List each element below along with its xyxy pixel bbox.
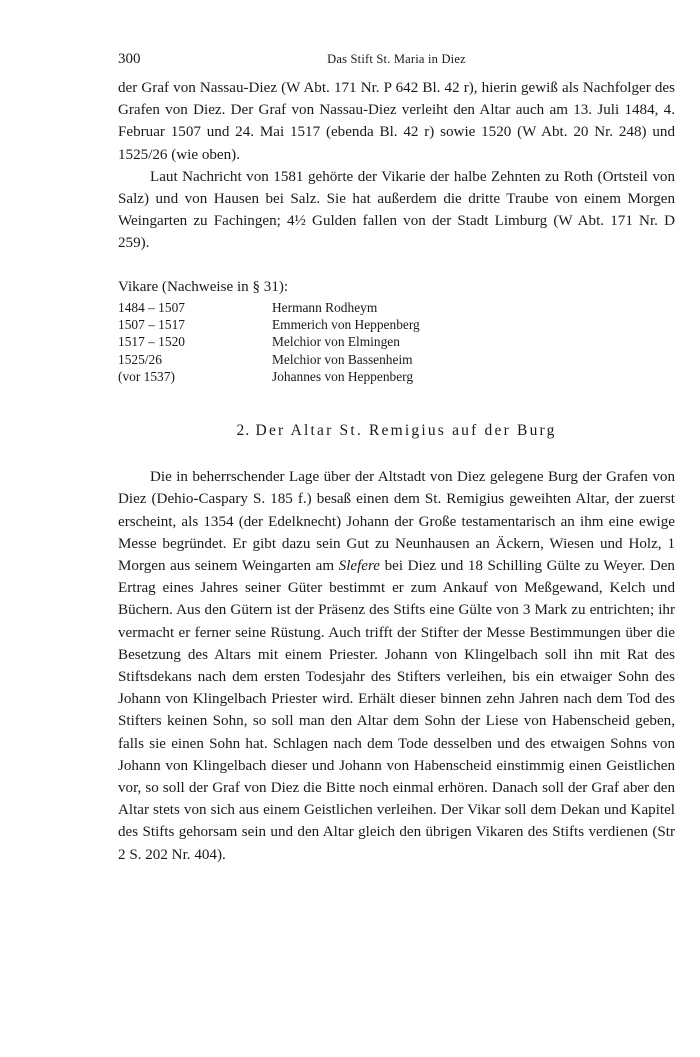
vikare-years: 1484 – 1507 bbox=[118, 299, 185, 315]
vikare-row bbox=[118, 333, 675, 350]
text-line: Roth (Ortsteil von Salz) und von Hausen bei Salz. Sie hat außerdem die bbox=[118, 168, 675, 208]
page-number: 300 bbox=[118, 51, 141, 67]
section-title: Der Altar St. Remigius auf der Burg bbox=[255, 422, 557, 440]
section-paragraph bbox=[118, 466, 675, 866]
vikare-list bbox=[118, 299, 675, 385]
intro-paragraph-2 bbox=[118, 166, 675, 255]
vikare-row bbox=[118, 299, 675, 316]
vikare-row bbox=[118, 316, 675, 333]
body-text-part: bei Diez und 18 Schilling Gülte zu Weyer. Den Ertrag eines Jahres seiner Güter bestimmt er zum Ankauf von Meßgewand, Kelch und Büchern. Aus den Gütern ist der Präsenz des Stifts eine Gülte von 3 Mark zu entrichten; ihr vermacht er ferner seine Rüstung. Auch trifft der Stifter der Messe Bestimmungen über die Besetzung des Altars mit einem Priester. Johann von Klingelbach soll ihn mit Rat des Stiftsdekans nach dem ersten Todesjahr des Stifters verleihen, bis ein etwaiger Sohn des Johann von Klingelbach Priester wird. Erhält dieser binnen zehn Jahren nach dem Tod des Stifters keinen Sohn, so soll man den Altar dem Sohn der Liese von Habenscheid geben, falls sie einen Sohn hat. Schlagen nach dem Tode desselben und des etwaigen Sohns von Johann von Klingelbach dieser und Johann von Habenscheid einstimmig einen Geistlichen vor, so soll der Graf von Diez die Bitte noch einmal erhören. Danach soll der Graf aber den Altar stets von sich aus einem Geistlichen verleihen. Der Vikar soll dem Dekan und Kapitel des Stifts gehorsam sein und den Altar gleich den übrigen Vikaren des Stifts verdienen (Str 2 S. 202 Nr. 404). bbox=[118, 557, 675, 863]
section-body bbox=[118, 466, 675, 866]
vikare-row bbox=[118, 368, 675, 385]
italic-place-name: Slefere bbox=[338, 557, 380, 574]
vikare-heading: Vikare (Nachweise in § 31): bbox=[118, 278, 289, 295]
vikare-name: Emmerich von Heppenberg bbox=[272, 316, 420, 332]
vikare-name: Hermann Rodheym bbox=[272, 299, 378, 315]
vikare-name: Melchior von Elmingen bbox=[272, 334, 400, 350]
text-line: fallen von der Stadt Limburg (W Abt. 171 Nr. D 259). bbox=[118, 213, 675, 252]
body-text-part: Die in beherrschender Lage über der Altstadt von Diez gelegene Burg der Grafen von Diez (Dehio-Caspary S. 185 f.) besaß einen dem St. Remigius geweihten Altar, der zuerst erscheint, als 1354 (der Edelknecht) Johann der Große testamentarisch an ihm eine ewige Messe begründet. Er gibt dazu sein Gut zu Neunhausen an Äckern, Wiesen und Holz, 1 Morgen aus seinem Weingarten am bbox=[118, 469, 675, 574]
section-heading bbox=[118, 420, 675, 442]
text-line: der Graf von Nassau-Diez (W Abt. 171 Nr. P 642 Bl. 42 r), hierin gewiß bbox=[118, 80, 562, 96]
text-line: Bl. 42 r) sowie 1520 (W Abt. 20 Nr. 248) und 1525/26 (wie oben). bbox=[118, 124, 675, 163]
text-line: als Nachfolger des Grafen von Diez. Der Graf von Nassau-Diez verleiht bbox=[118, 80, 675, 119]
intro-paragraph-1 bbox=[118, 77, 675, 166]
vikare-name: Melchior von Bassenheim bbox=[272, 351, 413, 367]
vikare-name: Johannes von Heppenberg bbox=[272, 368, 414, 384]
running-head bbox=[118, 51, 675, 77]
section-number: 2. bbox=[236, 422, 251, 440]
vikare-years: 1517 – 1520 bbox=[118, 334, 185, 350]
vikare-years: (vor 1537) bbox=[118, 368, 175, 384]
text-line: den Altar auch am 13. Juli 1484, 4. Februar 1507 und 24. Mai 1517 (ebenda bbox=[118, 102, 676, 141]
running-title: Das Stift St. Maria in Diez bbox=[327, 52, 466, 66]
text-line: Laut Nachricht von 1581 gehörte der Vikarie der halbe Zehnten zu bbox=[150, 168, 564, 185]
document-page bbox=[118, 51, 675, 866]
vikare-years: 1525/26 bbox=[118, 351, 162, 367]
vikare-years: 1507 – 1517 bbox=[118, 316, 185, 332]
vikare-row bbox=[118, 351, 675, 368]
text-line: dritte Traube von einem Morgen Weingarten zu Fachingen; 4½ Gulden bbox=[118, 191, 675, 230]
